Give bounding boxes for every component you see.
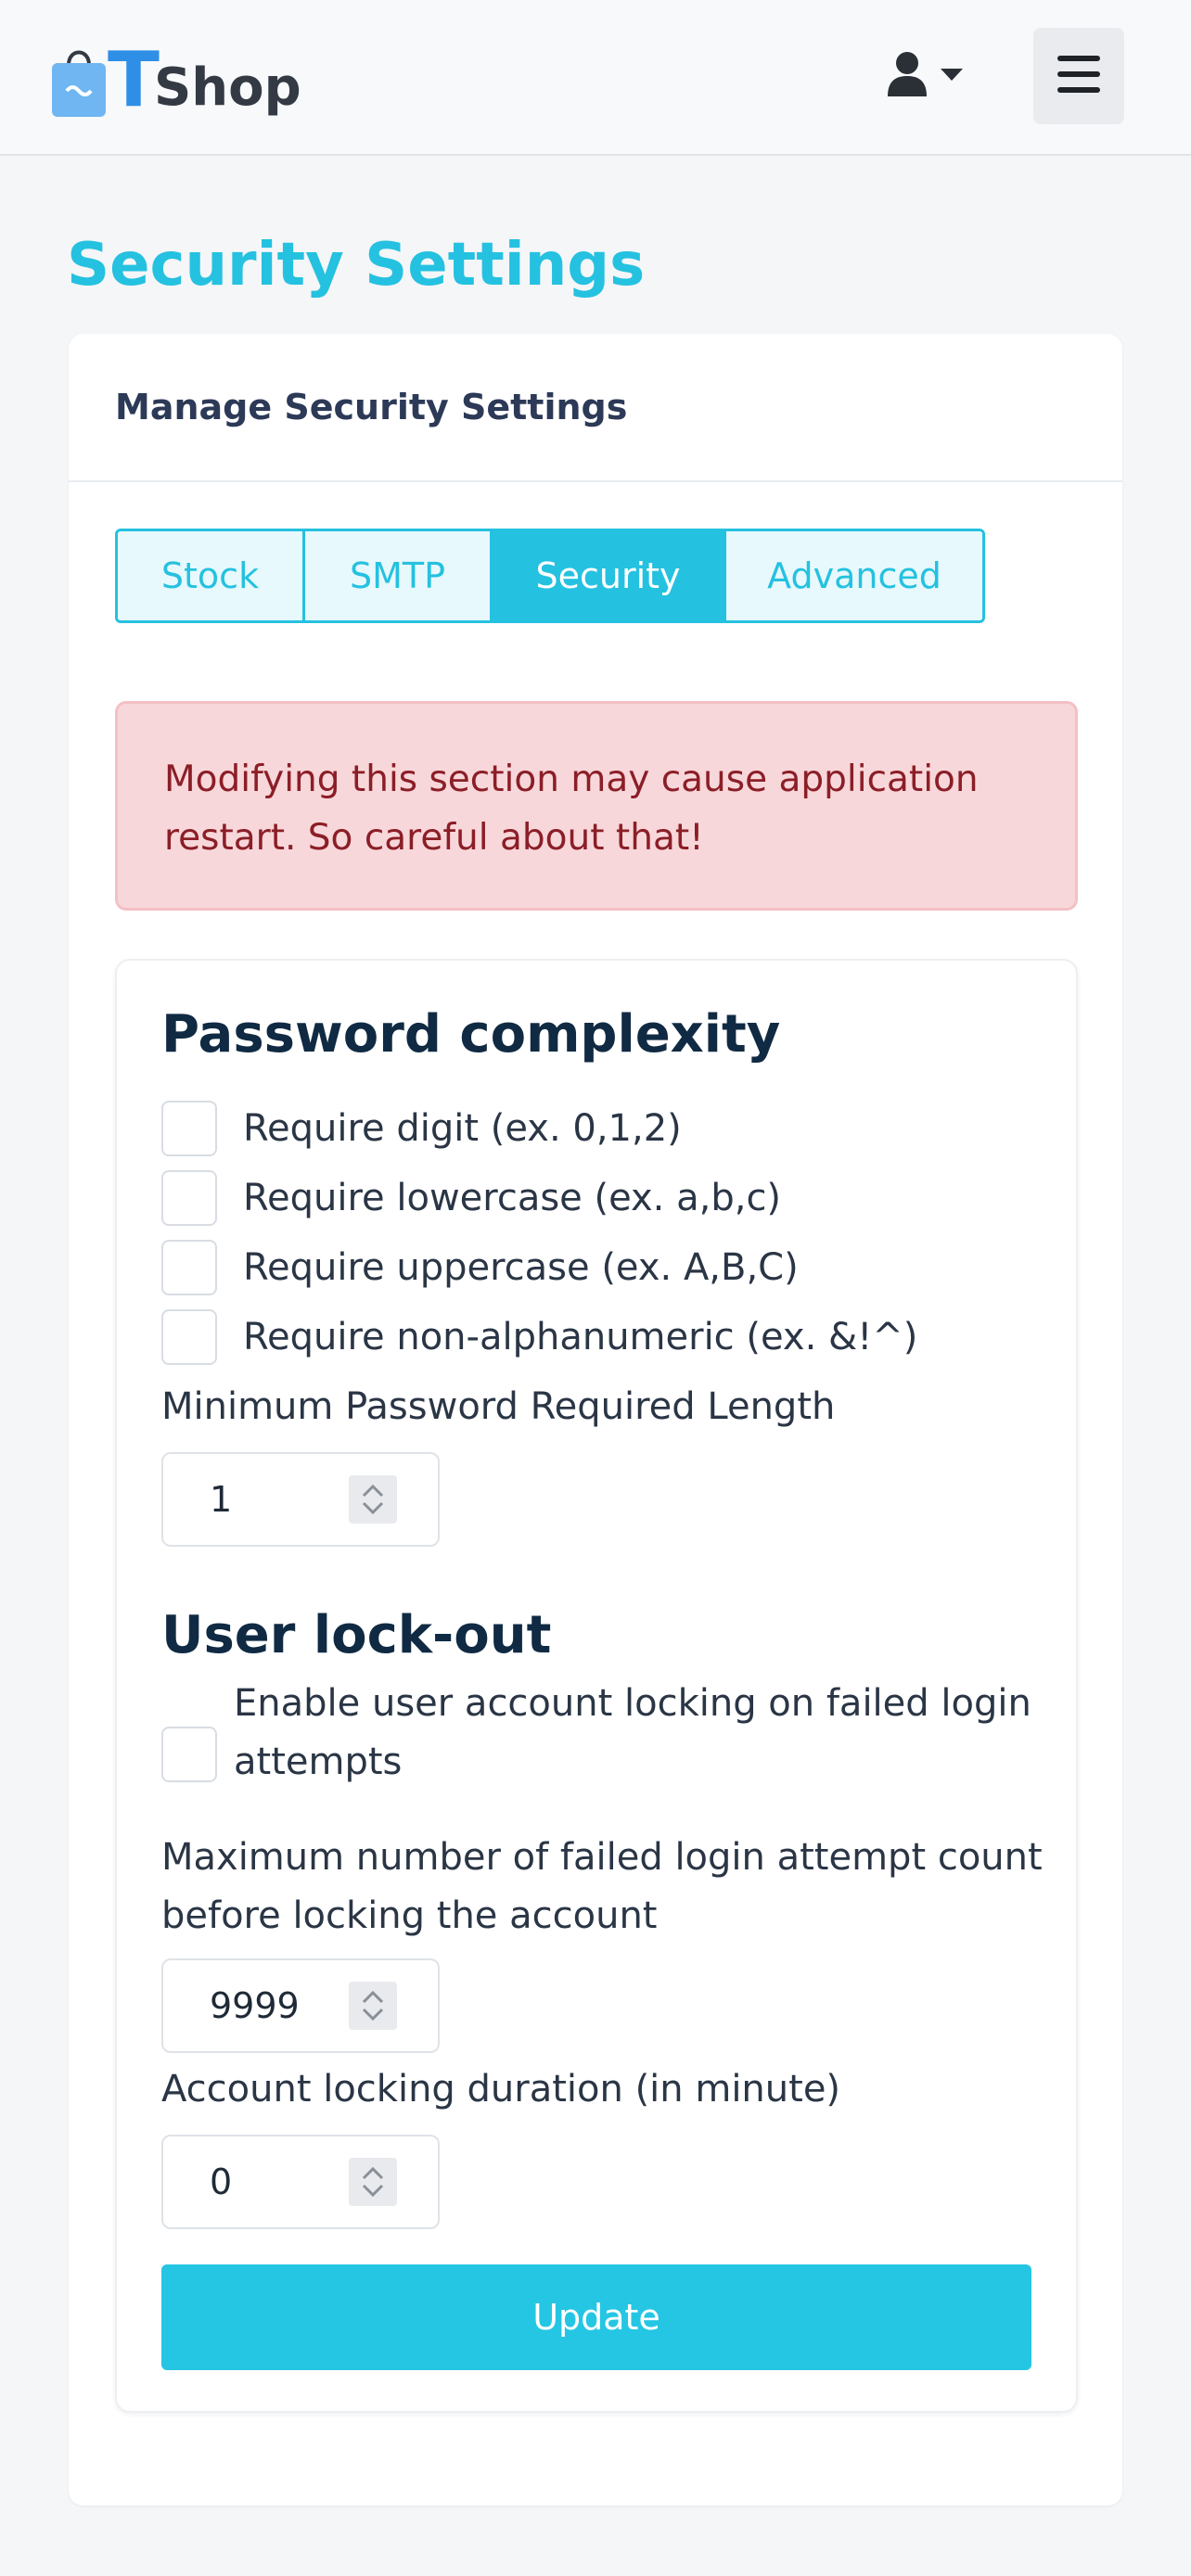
settings-card <box>69 334 1122 2506</box>
max-attempts-label: Maximum number of failed login attempt count before locking the account <box>161 1836 1043 1937</box>
require-uppercase-label: Require uppercase (ex. A,B,C) <box>243 1246 799 1289</box>
password-complexity-title: Password complexity <box>161 1004 781 1065</box>
up-down-chevron-icon[interactable] <box>349 1982 397 2030</box>
min-length-label: Minimum Password Required Length <box>161 1385 836 1428</box>
page-title: Security Settings <box>67 231 646 300</box>
brand-logo[interactable] <box>48 35 301 124</box>
warning-alert <box>115 701 1078 911</box>
require-digit-option[interactable] <box>161 1100 682 1157</box>
up-down-chevron-icon[interactable] <box>349 2158 397 2206</box>
lock-duration-value: 0 <box>210 2162 233 2202</box>
lock-duration-input[interactable] <box>161 2135 440 2229</box>
require-uppercase-option[interactable] <box>161 1239 799 1296</box>
user-lockout-title: User lock-out <box>161 1605 552 1665</box>
user-icon <box>887 51 928 101</box>
brand-initial: T <box>108 36 160 124</box>
max-attempts-input[interactable] <box>161 1958 440 2053</box>
top-navbar <box>0 0 1191 156</box>
brand-name: Shop <box>153 57 301 118</box>
enable-lockout-checkbox[interactable] <box>161 1727 217 1782</box>
update-button[interactable]: Update <box>161 2264 1031 2370</box>
security-form <box>115 959 1078 2413</box>
hamburger-menu-button[interactable] <box>1033 28 1124 124</box>
min-length-value: 1 <box>210 1479 233 1520</box>
require-lowercase-checkbox[interactable] <box>161 1170 217 1226</box>
require-lowercase-label: Require lowercase (ex. a,b,c) <box>243 1177 782 1219</box>
tab-advanced[interactable]: Advanced <box>726 531 982 620</box>
up-down-chevron-icon[interactable] <box>349 1475 397 1524</box>
require-digit-checkbox[interactable] <box>161 1101 217 1156</box>
require-non-alphanumeric-option[interactable] <box>161 1308 917 1366</box>
tab-stock[interactable]: Stock <box>118 531 305 620</box>
shopping-bag-icon <box>48 43 109 119</box>
require-non-alphanumeric-label: Require non-alphanumeric (ex. &!^) <box>243 1316 918 1358</box>
card-header-title: Manage Security Settings <box>115 387 628 427</box>
require-uppercase-checkbox[interactable] <box>161 1240 217 1295</box>
enable-lockout-label: Enable user account locking on failed login attempts <box>234 1682 1031 1783</box>
alert-message: Modifying this section may cause application restart. So careful about that! <box>164 759 979 859</box>
card-header <box>69 334 1122 482</box>
user-menu-dropdown[interactable] <box>887 46 972 106</box>
min-length-input[interactable] <box>161 1452 440 1547</box>
require-digit-label: Require digit (ex. 0,1,2) <box>243 1107 682 1150</box>
tab-security[interactable]: Security <box>493 531 726 620</box>
lock-duration-label: Account locking duration (in minute) <box>161 2068 841 2111</box>
max-attempts-value: 9999 <box>210 1985 300 2026</box>
tab-smtp[interactable]: SMTP <box>305 531 493 620</box>
require-lowercase-option[interactable] <box>161 1169 781 1227</box>
caret-down-icon <box>941 68 963 85</box>
require-non-alphanumeric-checkbox[interactable] <box>161 1309 217 1365</box>
settings-tabs <box>115 529 985 623</box>
hamburger-menu-icon <box>1057 56 1100 96</box>
